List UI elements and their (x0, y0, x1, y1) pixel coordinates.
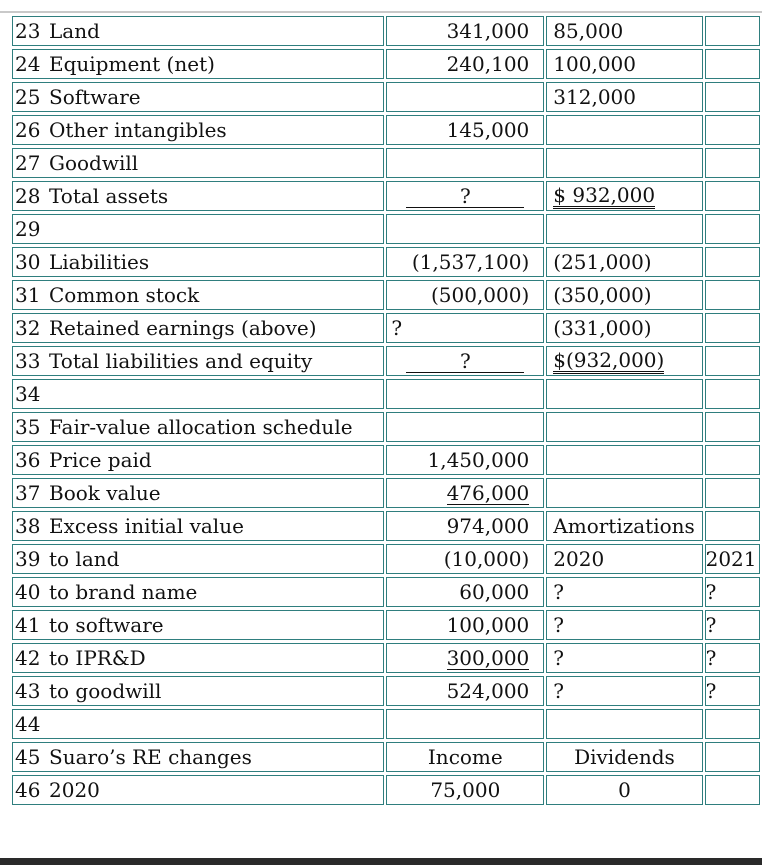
total-liabilities-consolidated: ? (406, 350, 524, 373)
value-cell[interactable]: (1,537,100) (386, 247, 544, 277)
row-label-cell[interactable] (12, 214, 384, 244)
value-cell[interactable] (705, 16, 760, 46)
table-row (12, 379, 760, 409)
value-cell[interactable]: (10,000) (386, 544, 544, 574)
value-cell[interactable] (546, 445, 702, 475)
value-cell[interactable] (705, 775, 760, 805)
top-toolbar-edge (0, 0, 762, 13)
row-number: 25 (15, 85, 41, 109)
value-cell[interactable]: Dividends (546, 742, 702, 772)
book-value-amount: 476,000 (446, 481, 530, 505)
value-cell[interactable] (705, 445, 760, 475)
table-row (12, 445, 760, 475)
row-label-cell[interactable] (12, 610, 384, 640)
row-number: 45 (15, 745, 41, 769)
row-label-cell[interactable] (12, 379, 384, 409)
row-number: 41 (15, 613, 41, 637)
value-cell[interactable] (705, 148, 760, 178)
value-cell[interactable]: 85,000 (546, 16, 702, 46)
row-label-cell[interactable] (12, 313, 384, 343)
row-label-cell[interactable] (12, 742, 384, 772)
table-row (12, 775, 760, 805)
value-cell[interactable] (386, 478, 544, 508)
row-label: Price paid (49, 448, 152, 472)
row-label-cell[interactable] (12, 148, 384, 178)
value-cell[interactable] (546, 412, 702, 442)
value-cell[interactable] (705, 742, 760, 772)
row-label: Total assets (49, 184, 169, 208)
value-cell[interactable] (705, 247, 760, 277)
value-cell[interactable]: 524,000 (386, 676, 544, 706)
value-cell[interactable] (386, 346, 544, 376)
row-label-cell[interactable] (12, 82, 384, 112)
row-label-cell[interactable] (12, 16, 384, 46)
value-cell[interactable] (546, 709, 702, 739)
table-row (12, 478, 760, 508)
table-row (12, 148, 760, 178)
value-cell[interactable]: 145,000 (386, 115, 544, 145)
row-label: to brand name (49, 580, 198, 604)
value-cell[interactable]: ? (546, 676, 702, 706)
row-number: 31 (15, 283, 41, 307)
value-cell[interactable] (705, 709, 760, 739)
row-number: 40 (15, 580, 41, 604)
value-cell[interactable] (705, 412, 760, 442)
row-number: 39 (15, 547, 41, 571)
table-row (12, 742, 760, 772)
row-label-cell[interactable] (12, 643, 384, 673)
value-cell[interactable] (386, 379, 544, 409)
row-number: 32 (15, 316, 41, 340)
row-label-cell[interactable] (12, 412, 384, 442)
row-label: to goodwill (49, 679, 162, 703)
value-cell[interactable]: 1,450,000 (386, 445, 544, 475)
table-row (12, 577, 760, 607)
value-cell[interactable] (386, 181, 544, 211)
row-number: 43 (15, 679, 41, 703)
value-cell[interactable] (546, 115, 702, 145)
value-cell[interactable] (705, 115, 760, 145)
row-label: Total liabilities and equity (49, 349, 313, 373)
row-label-cell[interactable] (12, 346, 384, 376)
table-row (12, 214, 760, 244)
spreadsheet-table (10, 13, 762, 808)
row-label-cell[interactable] (12, 478, 384, 508)
value-cell[interactable]: ? (705, 676, 760, 706)
row-label: Fair-value allocation schedule (49, 415, 353, 439)
value-cell[interactable]: ? (546, 577, 702, 607)
table-row (12, 115, 760, 145)
row-label: Retained earnings (above) (49, 316, 317, 340)
table-row (12, 643, 760, 673)
value-cell[interactable]: (500,000) (386, 280, 544, 310)
value-cell[interactable] (705, 313, 760, 343)
value-cell[interactable] (705, 511, 760, 541)
value-cell[interactable]: ? (546, 643, 702, 673)
value-cell[interactable]: Income (386, 742, 544, 772)
value-cell[interactable] (705, 181, 760, 211)
value-cell[interactable] (386, 148, 544, 178)
table-row (12, 544, 760, 574)
row-label-cell[interactable] (12, 577, 384, 607)
table-row (12, 676, 760, 706)
row-label: to IPR&D (49, 646, 146, 670)
value-cell[interactable]: ? (386, 313, 544, 343)
row-label-cell[interactable] (12, 709, 384, 739)
row-label: to software (49, 613, 164, 637)
row-number: 24 (15, 52, 41, 76)
row-label: Book value (49, 481, 161, 505)
value-cell[interactable]: 341,000 (386, 16, 544, 46)
row-label-cell[interactable] (12, 181, 384, 211)
row-label-cell[interactable] (12, 280, 384, 310)
value-cell[interactable] (386, 412, 544, 442)
bottom-bar (0, 858, 762, 865)
row-label-cell[interactable] (12, 775, 384, 805)
row-label-cell[interactable] (12, 511, 384, 541)
value-cell[interactable] (705, 49, 760, 79)
table-row (12, 412, 760, 442)
value-cell[interactable]: Amortizations (546, 511, 702, 541)
value-cell[interactable] (546, 181, 702, 211)
value-cell[interactable]: (251,000) (546, 247, 702, 277)
table-row (12, 82, 760, 112)
row-number: 42 (15, 646, 41, 670)
table-row (12, 511, 760, 541)
total-assets-subsidiary: $ 932,000 (553, 183, 656, 207)
row-number: 37 (15, 481, 41, 505)
row-number: 38 (15, 514, 41, 538)
value-cell[interactable]: 2020 (546, 544, 702, 574)
value-cell[interactable]: ? (705, 643, 760, 673)
value-cell[interactable] (705, 280, 760, 310)
row-label: Excess initial value (49, 514, 244, 538)
row-number: 46 (15, 778, 41, 802)
row-label-cell[interactable] (12, 247, 384, 277)
value-cell[interactable] (386, 643, 544, 673)
value-cell[interactable] (546, 379, 702, 409)
row-number: 30 (15, 250, 41, 274)
table-row (12, 16, 760, 46)
table-row (12, 346, 760, 376)
value-cell[interactable]: 0 (546, 775, 702, 805)
row-label: Liabilities (49, 250, 150, 274)
value-cell[interactable]: ? (546, 610, 702, 640)
value-cell[interactable]: 312,000 (546, 82, 702, 112)
value-cell[interactable] (546, 214, 702, 244)
row-number: 35 (15, 415, 41, 439)
row-number: 34 (15, 382, 41, 406)
row-number: 44 (15, 712, 41, 736)
table-row (12, 313, 760, 343)
value-cell[interactable]: 240,100 (386, 49, 544, 79)
row-label-cell[interactable] (12, 445, 384, 475)
value-cell[interactable]: (350,000) (546, 280, 702, 310)
total-liabilities-subsidiary: $(932,000) (553, 348, 665, 372)
row-label: 2020 (49, 778, 100, 802)
value-cell[interactable]: ? (705, 610, 760, 640)
value-cell[interactable]: 974,000 (386, 511, 544, 541)
row-number: 28 (15, 184, 41, 208)
row-label: Other intangibles (49, 118, 227, 142)
row-number: 29 (15, 217, 41, 241)
row-number: 27 (15, 151, 41, 175)
row-label: Goodwill (49, 151, 139, 175)
row-number: 33 (15, 349, 41, 373)
value-cell[interactable] (546, 148, 702, 178)
row-label: Equipment (net) (49, 52, 215, 76)
total-assets-consolidated: ? (406, 185, 524, 208)
table-row (12, 280, 760, 310)
row-label-cell[interactable] (12, 676, 384, 706)
row-number: 36 (15, 448, 41, 472)
value-cell[interactable] (546, 478, 702, 508)
value-cell[interactable] (386, 709, 544, 739)
row-label: Land (49, 19, 100, 43)
value-cell[interactable] (546, 346, 702, 376)
value-cell[interactable]: 100,000 (546, 49, 702, 79)
row-label: Suaro’s RE changes (49, 745, 252, 769)
row-number: 26 (15, 118, 41, 142)
row-number: 23 (15, 19, 41, 43)
value-cell[interactable]: (331,000) (546, 313, 702, 343)
table-row (12, 709, 760, 739)
value-cell[interactable] (705, 379, 760, 409)
value-cell[interactable] (386, 82, 544, 112)
table-row (12, 181, 760, 211)
value-cell[interactable] (705, 478, 760, 508)
table-row (12, 610, 760, 640)
row-label: Common stock (49, 283, 200, 307)
value-cell[interactable]: 60,000 (386, 577, 544, 607)
row-label: Software (49, 85, 141, 109)
value-cell[interactable]: 2021 (705, 544, 760, 574)
value-cell[interactable]: 100,000 (386, 610, 544, 640)
ipr-d-amount: 300,000 (446, 646, 530, 670)
table-row (12, 49, 760, 79)
value-cell[interactable]: 75,000 (386, 775, 544, 805)
value-cell[interactable]: ? (705, 577, 760, 607)
value-cell[interactable] (705, 82, 760, 112)
row-label-cell[interactable] (12, 544, 384, 574)
value-cell[interactable] (705, 214, 760, 244)
row-label-cell[interactable] (12, 49, 384, 79)
value-cell[interactable] (386, 214, 544, 244)
row-label-cell[interactable] (12, 115, 384, 145)
value-cell[interactable] (705, 346, 760, 376)
table-row (12, 247, 760, 277)
row-label: to land (49, 547, 120, 571)
